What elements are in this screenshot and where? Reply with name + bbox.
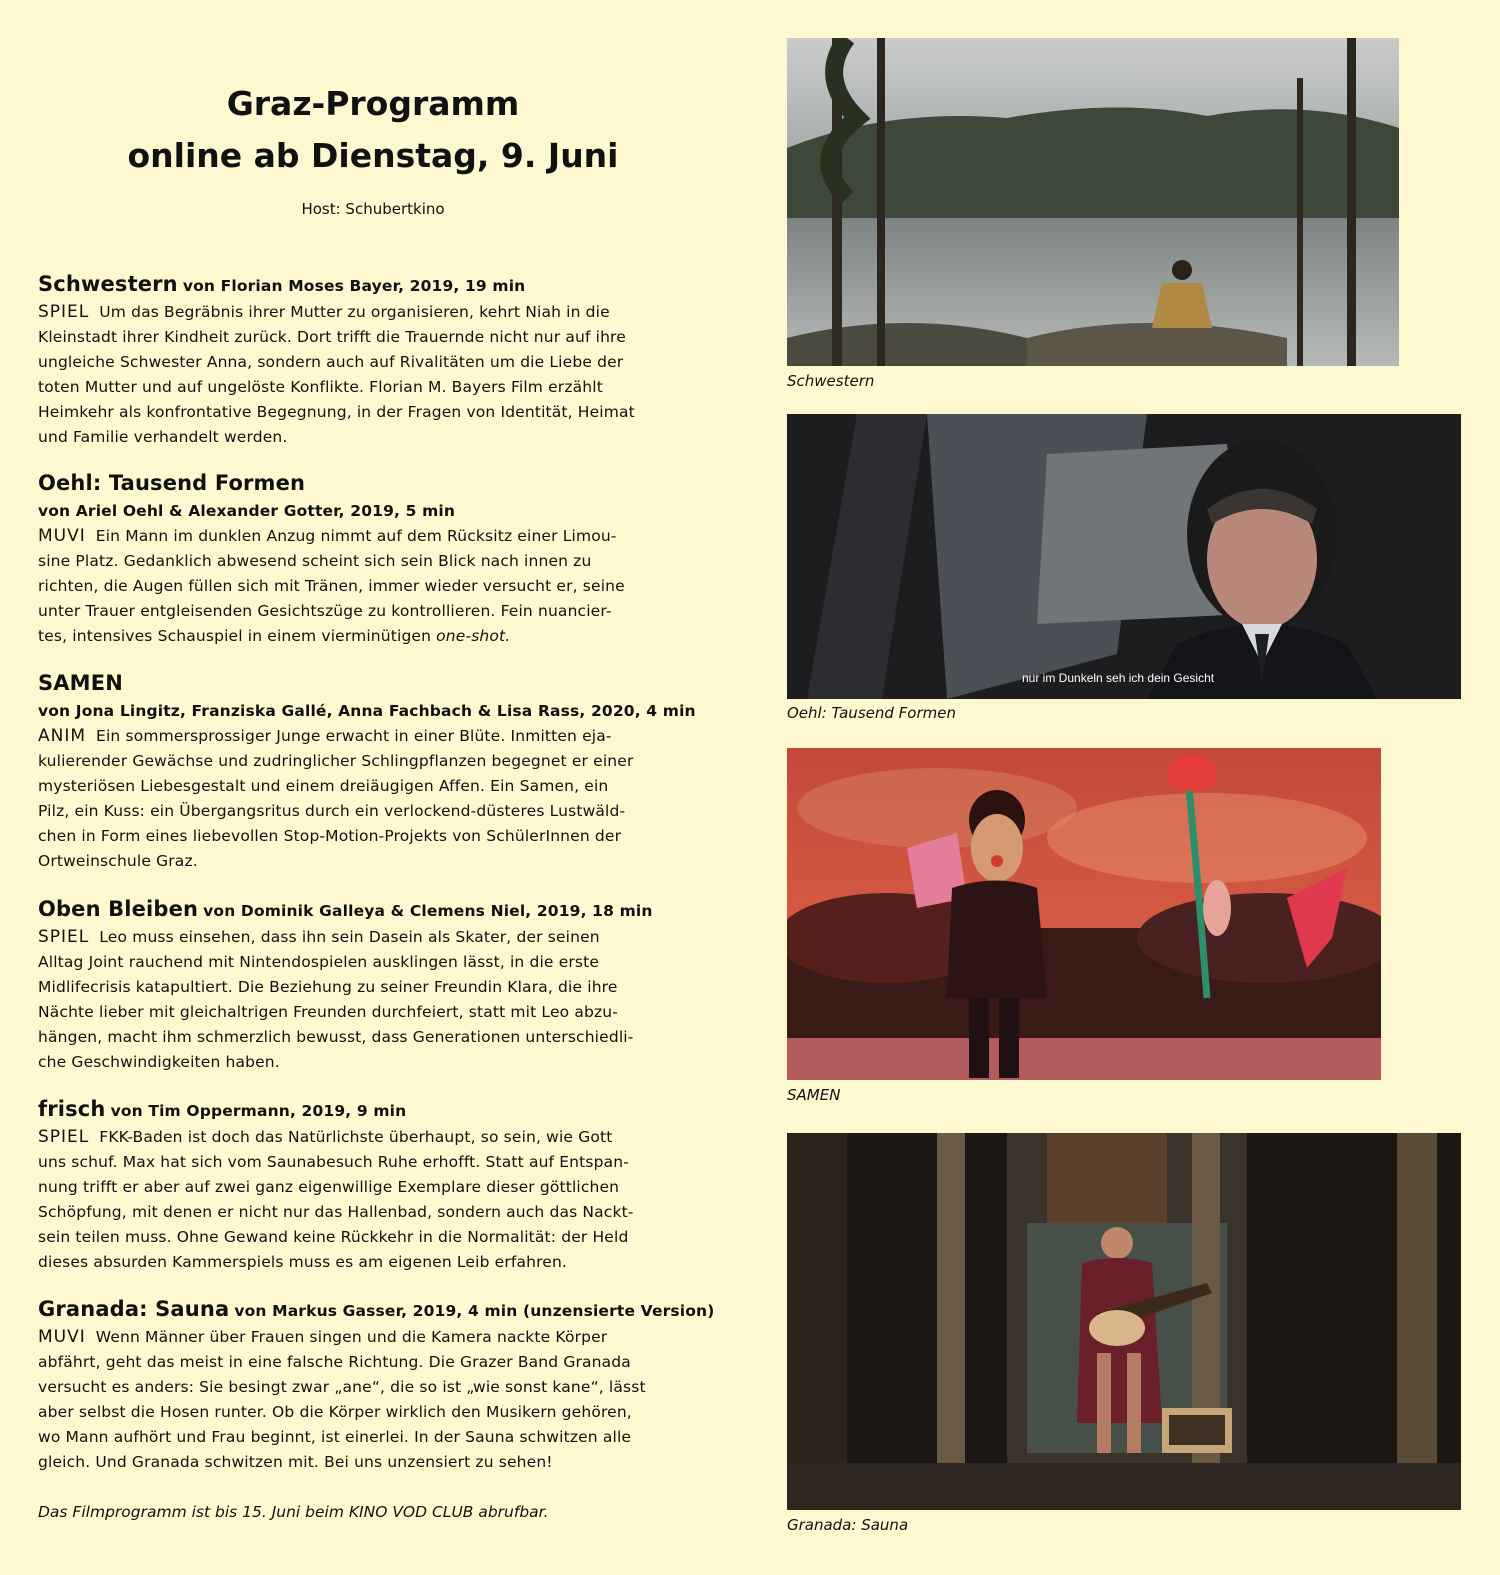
film-entry-granada xyxy=(38,1295,718,1475)
film-title: SAMEN xyxy=(38,671,123,695)
footer-note: Das Filmprogramm ist bis 15. Juni beim KINO VOD CLUB abrufbar. xyxy=(38,1503,549,1521)
film-title: frisch xyxy=(38,1097,106,1121)
desc-line: abfährt, geht das meist in eine falsche Richtung. Die Grazer Band Granada xyxy=(38,1353,631,1371)
title-line-1: Graz-Programm xyxy=(226,84,520,123)
film-meta: von Tim Oppermann, 2019, 9 min xyxy=(110,1102,407,1120)
desc-italic: one-shot. xyxy=(436,627,511,645)
desc-line: kulierender Gewächse und zudringlicher Schlingpflanzen begegnet er einer xyxy=(38,752,634,770)
desc-line: Midlifecrisis katapultiert. Die Beziehung zu seiner Freundin Klara, die ihre xyxy=(38,978,618,996)
desc-line: hängen, macht ihm schmerzlich bewusst, dass Generationen unterschiedli- xyxy=(38,1028,634,1046)
video-subtitle: nur im Dunkeln seh ich dein Gesicht xyxy=(1022,671,1215,685)
desc-line: tes, intensives Schauspiel in einem vierminütigen xyxy=(38,627,432,645)
desc-line: FKK-Baden ist doch das Natürlichste überhaupt, so sein, wie Gott xyxy=(99,1128,613,1146)
genre-tag: ANIM xyxy=(38,726,87,746)
page-title xyxy=(38,78,708,182)
desc-line: Wenn Männer über Frauen singen und die Kamera nackte Körper xyxy=(95,1328,608,1346)
genre-tag: MUVI xyxy=(38,1327,86,1347)
desc-line: Pilz, ein Kuss: ein Übergangsritus durch ein verlockend-düsteres Lustwäld- xyxy=(38,802,626,820)
still-granada xyxy=(787,1133,1461,1510)
desc-line: mysteriösen Liebesgestalt und einem dreiäugigen Affen. Ein Samen, ein xyxy=(38,777,609,795)
genre-tag: SPIEL xyxy=(38,1127,90,1147)
car-scene-image xyxy=(787,414,1461,699)
desc-line: ungleiche Schwester Anna, sondern auch auf Rivalitäten um die Liebe der xyxy=(38,353,624,371)
desc-line: Ortweinschule Graz. xyxy=(38,852,198,870)
desc-line: aber selbst die Hosen runter. Ob die Körper wirklich den Musikern gehören, xyxy=(38,1403,632,1421)
film-entry-frisch xyxy=(38,1095,718,1275)
lake-scene-image xyxy=(787,38,1399,366)
film-title: Oehl: Tausend Formen xyxy=(38,471,306,495)
desc-line: Nächte lieber mit gleichaltrigen Freunden durchfeiert, statt mit Leo abzu- xyxy=(38,1003,618,1021)
desc-line: Alltag Joint rauchend mit Nintendospielen ausklingen lässt, in die erste xyxy=(38,953,600,971)
film-meta: von Markus Gasser, 2019, 4 min (unzensierte Version) xyxy=(234,1302,715,1320)
desc-line: Leo muss einsehen, dass ihn sein Dasein als Skater, der seinen xyxy=(99,928,600,946)
desc-line: Um das Begräbnis ihrer Mutter zu organisieren, kehrt Niah in die xyxy=(99,303,610,321)
film-entry-samen xyxy=(38,669,718,874)
desc-line: Schöpfung, mit denen er nicht nur das Hallenbad, sondern auch das Nackt- xyxy=(38,1203,634,1221)
desc-line: versucht es anders: Sie besingt zwar „ane“, die so ist „wie sonst kane“, lässt xyxy=(38,1378,646,1396)
film-meta: von Ariel Oehl & Alexander Gotter, 2019, 5 min xyxy=(38,502,456,520)
desc-line: nung trifft er aber auf zwei ganz eigenwillige Exemplare dieser göttlichen xyxy=(38,1178,620,1196)
desc-line: Kleinstadt ihrer Kindheit zurück. Dort trifft die Trauernde nicht nur auf ihre xyxy=(38,328,626,346)
still-samen xyxy=(787,748,1381,1080)
desc-line: Heimkehr als konfrontative Begegnung, in der Fragen von Identität, Heimat xyxy=(38,403,635,421)
desc-line: toten Mutter und auf ungelöste Konflikte. Florian M. Bayers Film erzählt xyxy=(38,378,603,396)
caption-oehl: Oehl: Tausend Formen xyxy=(787,704,956,722)
film-title: Granada: Sauna xyxy=(38,1297,230,1321)
sauna-scene-image xyxy=(787,1133,1461,1510)
film-entry-oehl xyxy=(38,469,718,649)
still-schwestern xyxy=(787,38,1399,366)
desc-line: che Geschwindigkeiten haben. xyxy=(38,1053,280,1071)
title-line-2: online ab Dienstag, 9. Juni xyxy=(127,136,619,175)
desc-line: wo Mann aufhört und Frau beginnt, ist einerlei. In der Sauna schwitzen alle xyxy=(38,1428,632,1446)
genre-tag: SPIEL xyxy=(38,302,90,322)
genre-tag: SPIEL xyxy=(38,927,90,947)
film-meta: von Jona Lingitz, Franziska Gallé, Anna Fachbach & Lisa Rass, 2020, 4 min xyxy=(38,702,696,720)
film-meta: von Florian Moses Bayer, 2019, 19 min xyxy=(182,277,526,295)
desc-line: gleich. Und Granada schwitzen mit. Bei uns unzensiert zu sehen! xyxy=(38,1453,553,1471)
host-label: Host: Schubertkino xyxy=(301,200,445,218)
film-title: Schwestern xyxy=(38,272,178,296)
desc-line: Ein sommersprossiger Junge erwacht in einer Blüte. Inmitten eja- xyxy=(96,727,612,745)
desc-line: und Familie verhandelt werden. xyxy=(38,428,288,446)
desc-line: sine Platz. Gedanklich abwesend scheint sich sein Blick nach innen zu xyxy=(38,552,592,570)
genre-tag: MUVI xyxy=(38,526,86,546)
stop-motion-scene-image xyxy=(787,748,1381,1080)
film-entry-schwestern xyxy=(38,270,718,450)
desc-line: chen in Form eines liebevollen Stop-Motion-Projekts von SchülerInnen der xyxy=(38,827,622,845)
desc-line: dieses absurden Kammerspiels muss es am eigenen Leib erfahren. xyxy=(38,1253,567,1271)
caption-granada: Granada: Sauna xyxy=(787,1516,909,1534)
film-meta: von Dominik Galleya & Clemens Niel, 2019, 18 min xyxy=(203,902,653,920)
caption-schwestern: Schwestern xyxy=(787,372,875,390)
desc-line: unter Trauer entgleisenden Gesichtszüge zu kontrollieren. Fein nuancier- xyxy=(38,602,612,620)
caption-samen: SAMEN xyxy=(787,1086,841,1104)
film-entry-oben-bleiben xyxy=(38,895,718,1075)
desc-line: richten, die Augen füllen sich mit Tränen, immer wieder versucht er, seine xyxy=(38,577,625,595)
desc-line: sein teilen muss. Ohne Gewand keine Rückkehr in die Normalität: der Held xyxy=(38,1228,629,1246)
desc-line: Ein Mann im dunklen Anzug nimmt auf dem Rücksitz einer Limou- xyxy=(95,527,617,545)
still-oehl xyxy=(787,414,1461,699)
desc-line: uns schuf. Max hat sich vom Saunabesuch Ruhe erhofft. Statt auf Entspan- xyxy=(38,1153,629,1171)
film-title: Oben Bleiben xyxy=(38,897,199,921)
